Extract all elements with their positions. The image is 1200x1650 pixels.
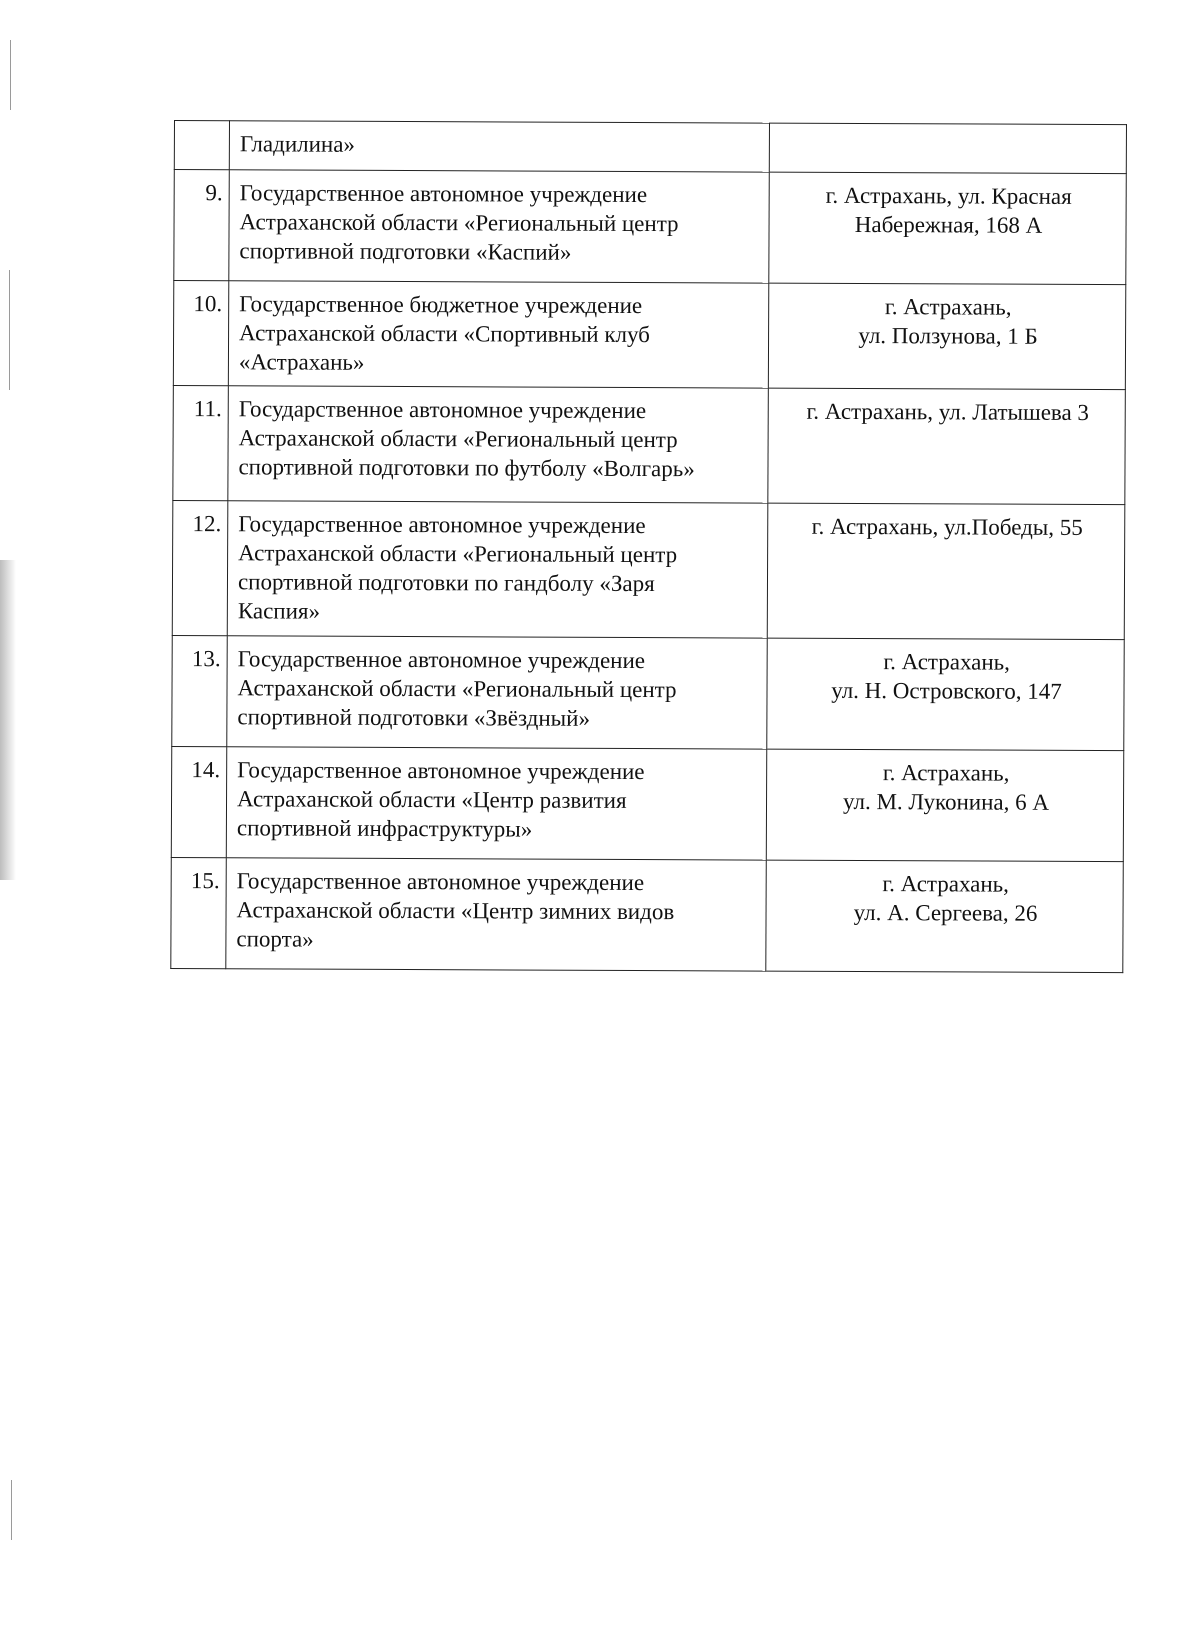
address-line: г. Астрахань,: [882, 760, 1010, 786]
institution-name-cell: [227, 636, 767, 749]
name-line: Астраханской области «Центр зимних видов: [236, 897, 675, 925]
address-line: ул. Н. Островского, 147: [831, 677, 1062, 704]
institution-name-cell: [228, 386, 768, 503]
table-row-continuation: [174, 121, 1126, 174]
name-line: Государственное автономное учреждение: [237, 646, 646, 674]
name-line: спорта»: [236, 926, 314, 952]
table-row: [174, 170, 1126, 285]
address-cell: [767, 503, 1125, 640]
address-line: ул. Ползунова, 1 Б: [858, 322, 1038, 349]
row-number-cell: 12.: [172, 500, 228, 635]
name-line: спортивной подготовки «Каспий»: [239, 238, 572, 265]
table-row: [173, 385, 1125, 504]
table-row: [172, 500, 1125, 639]
address-cell: [766, 860, 1123, 973]
institution-name-cell: [229, 170, 769, 283]
row-number-cell: [174, 121, 229, 170]
name-line: Государственное автономное учреждение: [238, 511, 646, 539]
name-line: Государственное бюджетное учреждение: [239, 291, 643, 319]
row-number-cell: 11.: [173, 385, 229, 500]
name-line: Государственное автономное учреждение: [239, 180, 648, 208]
name-line: Государственное автономное учреждение: [237, 757, 645, 785]
name-line: спортивной подготовки по футболу «Волгарь»: [238, 454, 695, 482]
address-line: г. Астрахань,: [884, 294, 1012, 320]
table-row: [171, 857, 1123, 972]
scan-artifact-line: [11, 1480, 12, 1540]
address-cell: [766, 749, 1123, 862]
address-line: г. Астрахань,: [882, 871, 1010, 897]
name-line: Каспия»: [237, 598, 321, 624]
name-line: Гладилина»: [239, 131, 356, 157]
address-line: г. Астрахань, ул. Латышева 3: [806, 398, 1090, 425]
name-line: Астраханской области «Региональный центр: [237, 675, 677, 703]
address-cell: [767, 638, 1124, 751]
address-line: ул. А. Сергеева, 26: [853, 899, 1038, 926]
name-line: Астраханской области «Спортивный клуб: [239, 320, 650, 348]
address-line: г. Астрахань, ул.Победы, 55: [811, 513, 1083, 540]
row-number-cell: 10.: [173, 281, 228, 386]
row-number-cell: 9.: [174, 170, 229, 281]
institution-name-cell: [228, 281, 768, 388]
address-cell: [768, 388, 1125, 505]
table-row: [173, 281, 1125, 390]
scan-artifact-line: [9, 270, 10, 390]
name-line: спортивной подготовки по гандболу «Заря: [237, 569, 655, 597]
row-number-cell: 14.: [171, 746, 226, 857]
scan-shadow: [0, 560, 16, 880]
row-number-cell: 13.: [172, 635, 227, 746]
institution-name-cell: [226, 858, 766, 971]
name-line: «Астрахань»: [238, 349, 365, 375]
address-line: г. Астрахань,: [883, 649, 1010, 675]
name-line: спортивной инфраструктуры»: [236, 815, 533, 842]
address-line: Набережная, 168 А: [854, 211, 1043, 238]
name-line: Государственное автономное учреждение: [236, 868, 645, 896]
institution-name-cell: [226, 747, 766, 860]
scan-artifact-line: [10, 40, 11, 110]
address-line: ул. М. Луконина, 6 А: [842, 788, 1050, 815]
address-cell: [769, 123, 1126, 174]
name-line: Астраханской области «Центр развития: [236, 786, 627, 813]
name-line: Государственное автономное учреждение: [238, 396, 647, 424]
address-line: г. Астрахань, ул. Красная: [825, 182, 1072, 209]
institution-name-cell: [227, 501, 768, 638]
institution-name-cell: [229, 121, 769, 172]
table-row: [172, 635, 1124, 750]
name-line: Астраханской области «Региональный центр: [239, 209, 679, 237]
address-cell: [769, 172, 1126, 285]
name-line: Астраханской области «Региональный центр: [238, 425, 678, 453]
name-line: Астраханской области «Региональный центр: [238, 540, 678, 568]
institutions-table: [170, 120, 1127, 973]
address-cell: [768, 283, 1125, 390]
name-line: спортивной подготовки «Звёздный»: [237, 704, 591, 731]
table-row: [171, 746, 1123, 861]
row-number-cell: 15.: [171, 857, 226, 968]
